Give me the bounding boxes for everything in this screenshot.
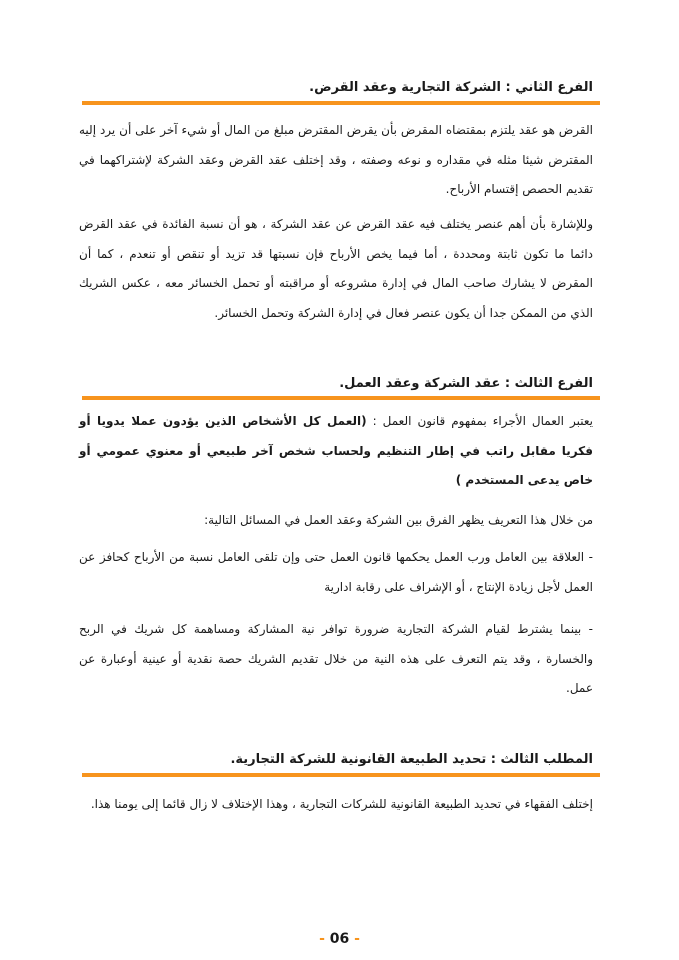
paragraph-difference-1: - العلاقة بين العامل ورب العمل يحكمها قانون العمل حتى وإن تلقى العامل نسبة من الأرباح كحافز عن العمل لأجل زيادة الإنتاج ، أو الإشراف على رقابة ادارية — [79, 550, 593, 594]
heading-underline-employment — [82, 396, 600, 400]
paragraph-loan-definition: القرض هو عقد يلتزم بمقتضاه المقرض بأن يقرض المقترض مبلغ من المال أو شيء آخر على أن يرد إليه المقترض شيئا مثله في مقداره و نوعه وصفته ، وقد إختلف عقد القرض وعقد الشركة لإشتراكهما في تقديم الحصص إقتسام الأرباح. — [79, 123, 593, 196]
section-heading-employment: الفرع الثالث : عقد الشركة وعقد العمل. — [339, 376, 593, 391]
heading-underline-loan — [82, 101, 600, 105]
page-number-dash-left: - — [319, 931, 325, 947]
page-number-value: 06 — [329, 931, 350, 947]
page-number — [0, 931, 679, 947]
heading-underline-legal-nature — [82, 773, 600, 777]
paragraph-loan-difference: وللإشارة بأن أهم عنصر يختلف فيه عقد القرض عن عقد الشركة ، هو أن نسبة الفائدة في عقد القرض دائما ما تكون ثابتة ومحددة ، أما فيما يخص الأرباح فإن نسبتها قد تزيد أو تنقص أو تنعدم ، كما أن المقرض لا يشارك صاحب المال في إدارة مشروعه أو مراقبته أو تحمل الخسائر معه ، عكس الشريك الذي من الممكن جدا أن يكون عنصر فعال في إدارة الشركة وتحمل الخسائر. — [79, 217, 593, 320]
labor-law-quote: (العمل كل الأشخاص الذين يؤدون عملا يدويا أو فكريا مقابل راتب في إطار التنظيم ولحساب شخص آخر طبيعي أو معنوي عمومي أو خاص يدعى المستخدم ) — [79, 414, 593, 487]
labor-law-intro: يعتبر العمال الأجراء بمفهوم قانون العمل : — [366, 414, 593, 428]
paragraph-legal-nature: إختلف الفقهاء في تحديد الطبيعة القانونية للشركات التجارية ، وهذا الإختلاف لا زال قائما إلى يومنا هذا. — [90, 797, 593, 811]
section-heading-loan: الفرع الثاني : الشركة التجارية وعقد القرض. — [309, 80, 593, 95]
paragraph-labor-law-definition — [79, 407, 593, 496]
section-heading-legal-nature: المطلب الثالث : تحديد الطبيعة القانونية للشركة التجارية. — [230, 752, 593, 767]
paragraph-difference-2: - بينما يشترط لقيام الشركة التجارية ضرورة توافر نية المشاركة ومساهمة كل شريك في الربح والخسارة ، وقد يتم التعرف على هذه النية من خلال تقديم الشريك حصة نقدية أو عينية أوعبارة عن عمل. — [79, 622, 593, 695]
page-number-dash-right: - — [354, 931, 360, 947]
paragraph-differences-intro: من خلال هذا التعريف يظهر الفرق بين الشركة وعقد العمل في المسائل التالية: — [204, 513, 593, 527]
